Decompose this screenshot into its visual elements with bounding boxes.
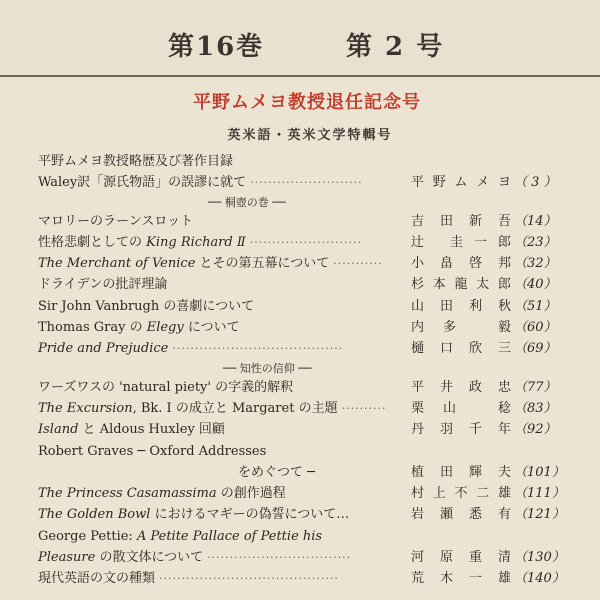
title-text: をめぐつて ─ [238, 464, 315, 480]
title-text: の創作過程 [216, 486, 286, 502]
table-of-contents [38, 151, 578, 590]
toc-entry-author: 丹 羽 千 年 [411, 422, 511, 438]
work-title-italic: The Excursion [38, 400, 133, 416]
volume-number: 第16巻 [168, 32, 265, 62]
toc-entry-page: （77） [514, 379, 557, 395]
toc-entry[interactable] [38, 526, 578, 547]
toc-entry-title [38, 317, 240, 338]
toc-entry-page: （69） [514, 341, 557, 357]
title-text: Waley訳「源氏物語」の誤謬に就て [38, 175, 247, 191]
toc-entry[interactable] [38, 151, 578, 172]
title-text: 性格悲劇としての [38, 234, 147, 250]
header-band [0, 0, 600, 72]
title-text: とその第五幕について [195, 256, 330, 272]
section-label: ── 知性の信仰 ── [223, 361, 312, 375]
toc-entry-author: 栗 山 稔 [411, 400, 511, 416]
title-text: の散文体について [95, 550, 204, 566]
title-text: Robert Graves ─ Oxford Addresses [38, 443, 267, 459]
toc-entry-title [38, 338, 168, 359]
toc-entry-title [38, 274, 167, 295]
section-label: ── 桐壺の巻 ── [208, 195, 286, 209]
toc-entry[interactable] [38, 172, 578, 193]
leader-dots: ······································ [172, 342, 344, 356]
toc-entry-title [38, 211, 193, 232]
title-text: ドライデンの批評理論 [38, 277, 168, 293]
title-text: 現代英語の文の種類 [38, 571, 156, 587]
toc-entry[interactable] [38, 398, 578, 419]
leader-dots: ························· [249, 235, 363, 249]
toc-entry[interactable] [38, 462, 578, 483]
toc-entry[interactable] [38, 483, 578, 504]
work-title-italic: Elegy [146, 320, 184, 336]
commemoration-title: 平野ムメヨ教授退任記念号 [193, 92, 421, 113]
work-title-italic: Pleasure [38, 550, 96, 566]
work-title-italic: Island [38, 422, 79, 438]
title-text: について [183, 320, 240, 336]
toc-entry-page: （140） [514, 571, 565, 587]
issue-number: 第 2 号 [346, 32, 445, 62]
toc-entry-author: 山 田 利 秋 [411, 298, 511, 314]
toc-entry[interactable] [38, 317, 578, 338]
toc-entry-author: 河 原 重 清 [411, 550, 511, 566]
toc-entry-page: （101） [514, 464, 565, 480]
toc-entry-page: （83） [514, 400, 557, 416]
special-issue-title: 英米語・英米文学特輯号 [227, 128, 393, 143]
toc-entry-title [38, 151, 233, 172]
toc-entry-title [38, 253, 329, 274]
toc-entry-author: 小 畠 啓 邦 [411, 256, 511, 272]
toc-entry-title [38, 232, 246, 253]
toc-entry-author: 植 田 輝 夫 [411, 464, 511, 480]
toc-entry-author: 樋 口 欣 三 [411, 341, 511, 357]
header-rule [0, 75, 600, 77]
toc-entry[interactable] [38, 504, 578, 525]
title-text: マロリーのラーンスロット [38, 213, 194, 229]
toc-entry-author: 平 井 政 忠 [411, 379, 511, 395]
toc-entry-page: （130） [514, 550, 565, 566]
toc-entry-page: （92） [514, 422, 557, 438]
work-title-italic: The Golden Bowl [38, 507, 151, 523]
toc-entry-author: 吉 田 新 吾 [411, 213, 511, 229]
toc-entry[interactable] [38, 296, 578, 317]
title-text: George Pettie: [38, 528, 137, 544]
work-title-italic: The Princess Casamassima [38, 486, 217, 502]
toc-entry-author: 岩 瀬 悉 有 [411, 507, 511, 523]
toc-section-heading [38, 360, 578, 377]
toc-entry-title [38, 568, 155, 589]
title-text: , Bk. I の成立と Margaret の主題 [132, 400, 338, 416]
toc-entry-title [38, 483, 286, 504]
toc-entry[interactable] [38, 377, 578, 398]
title-text: Sir John Vanbrugh の喜劇について [38, 298, 255, 314]
toc-entry-page: （40） [514, 277, 557, 293]
toc-entry[interactable] [38, 253, 578, 274]
leader-dots: ································ [207, 551, 352, 565]
toc-entry-page: （14） [514, 213, 557, 229]
toc-entry[interactable] [38, 274, 578, 295]
toc-entry-author: 杉 本 龍 太 郎 [411, 277, 511, 293]
toc-entry-page: （60） [514, 320, 557, 336]
toc-entry-title [238, 462, 315, 483]
toc-entry[interactable] [38, 338, 578, 359]
toc-entry-page: （121） [514, 507, 565, 523]
work-title-italic: King Richard Ⅱ [146, 234, 246, 250]
toc-entry-title [38, 504, 349, 525]
leader-dots: ··········· [333, 257, 383, 271]
toc-entry[interactable] [38, 568, 578, 589]
toc-entry-title [38, 526, 322, 547]
title-text: ワーズワスの 'natural piety' の字義的解釈 [38, 379, 294, 395]
toc-entry-title [38, 419, 225, 440]
work-title-italic: A Petite Pallace of Pettie his [136, 528, 323, 544]
leader-dots: ·········· [341, 401, 387, 415]
leader-dots: ········································ [159, 572, 339, 586]
toc-entry-title [38, 377, 293, 398]
title-text: と Aldous Huxley 回顧 [78, 422, 225, 438]
toc-entry-author: 辻 圭 一 郎 [411, 234, 511, 250]
work-title-italic: Pride and Prejudice [38, 341, 169, 357]
toc-entry-page: （ 3 ） [514, 175, 557, 191]
title-text: Thomas Gray の [38, 320, 147, 336]
toc-entry[interactable] [38, 211, 578, 232]
toc-entry-author: 村 上 不 二 雄 [411, 486, 511, 502]
toc-entry-author: 内 多 毅 [411, 320, 511, 336]
toc-entry[interactable] [38, 419, 578, 440]
title-text: におけるマギーの偽誓について… [150, 507, 350, 523]
toc-entry-title [38, 172, 246, 193]
toc-section-heading [38, 194, 578, 211]
work-title-italic: The Merchant of Venice [38, 256, 196, 272]
toc-entry-page: （51） [514, 298, 557, 314]
toc-entry-page: （32） [514, 256, 557, 272]
toc-entry-title [38, 398, 338, 419]
toc-entry[interactable] [38, 232, 578, 253]
toc-entry[interactable] [38, 547, 578, 568]
toc-entry-title [38, 441, 266, 462]
toc-entry-page: （111） [514, 486, 565, 502]
toc-entry-author: 平 野 ム メ ヨ [411, 175, 511, 191]
toc-entry[interactable] [38, 441, 578, 462]
toc-entry-page: （23） [514, 234, 557, 250]
toc-entry-title [38, 296, 254, 317]
title-text: 平野ムメヨ教授略歴及び著作目録 [38, 154, 234, 169]
leader-dots: ························· [250, 176, 363, 190]
toc-entry-author: 荒 木 一 雄 [411, 571, 511, 587]
toc-entry-title [38, 547, 203, 568]
